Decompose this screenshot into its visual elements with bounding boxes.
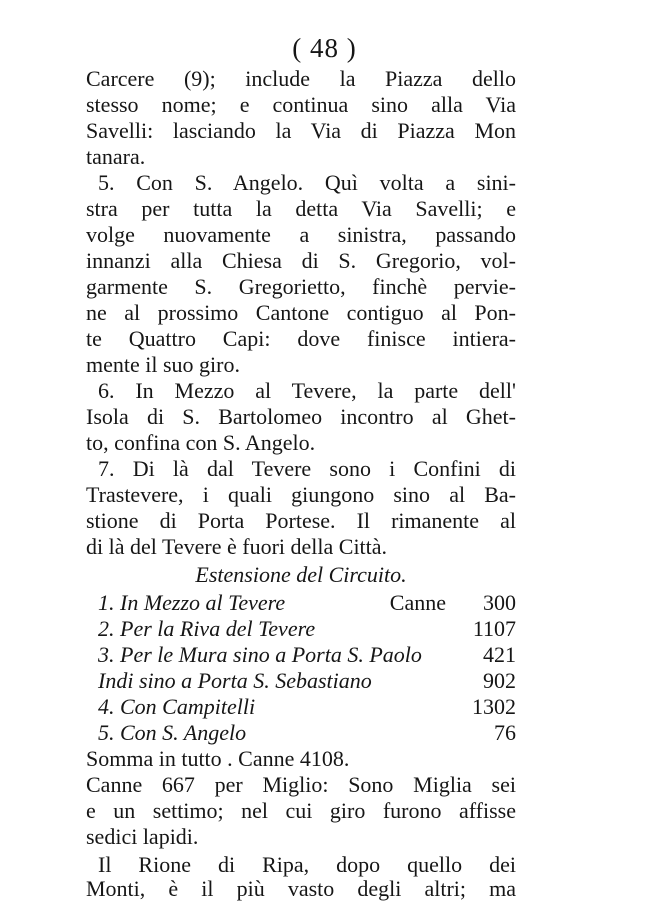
text-line: Trastevere, i quali giungono sino al Ba- (86, 482, 516, 507)
text-line: e un settimo; nel cui giro furono affisse (86, 798, 516, 823)
text-line: stra per tutta la detta Via Savelli; e (86, 196, 516, 221)
section-7-line: 7. Di là dal Tevere sono i Confini di (98, 456, 516, 481)
extent-value: 421 (483, 642, 516, 667)
text-line: Savelli: lasciando la Via di Piazza Mon (86, 118, 516, 143)
extent-label: 3. Per le Mura sino a Porta S. Paolo (98, 642, 422, 667)
extent-row (98, 694, 516, 720)
text-line: ne al prossimo Cantone contiguo al Pon- (86, 300, 516, 325)
extent-value: 902 (483, 668, 516, 693)
extent-label: 2. Per la Riva del Tevere (98, 616, 316, 641)
extent-value: 1302 (472, 694, 516, 719)
extent-row (98, 668, 516, 694)
extent-label: 1. In Mezzo al Tevere (98, 590, 286, 615)
extent-unit: Canne (389, 590, 446, 615)
page-number: ( 48 ) (292, 33, 357, 63)
text-line: garmente S. Gregorietto, finchè pervie- (86, 274, 516, 299)
section-6-line: 6. In Mezzo al Tevere, la parte dell' (98, 378, 516, 403)
extent-row (98, 616, 516, 642)
extent-row (98, 642, 516, 668)
text-line: sedici lapidi. (86, 824, 199, 849)
text-line: tanara. (86, 144, 146, 169)
extent-label: 4. Con Campitelli (98, 694, 256, 719)
text-line: Canne 667 per Miglio: Sono Miglia sei (86, 772, 516, 797)
extent-total: Somma in tutto . Canne 4108. (86, 746, 350, 771)
text-line: Il Rione di Ripa, dopo quello dei (98, 852, 516, 877)
text-line: to, confina con S. Angelo. (86, 430, 316, 455)
text-line: Isola di S. Bartolomeo incontro al Ghet- (86, 404, 516, 429)
extent-row (98, 590, 516, 616)
text-line: stione di Porta Portese. Il rimanente al (86, 508, 516, 533)
text-line: stesso nome; e continua sino alla Via (86, 92, 516, 117)
text-line: te Quattro Capi: dove finisce intiera- (86, 326, 516, 351)
extent-value: 76 (494, 720, 516, 745)
extent-heading: Estensione del Circuito. (195, 562, 407, 587)
extent-label: 5. Con S. Angelo (98, 720, 247, 745)
section-5-line: 5. Con S. Angelo. Quì volta a sini- (98, 170, 516, 195)
text-line: Carcere (9); include la Piazza dello (86, 66, 516, 91)
extent-row (98, 720, 516, 746)
text-line: mente il suo giro. (86, 352, 240, 377)
extent-label: Indi sino a Porta S. Sebastiano (98, 668, 372, 693)
text-line: Monti, è il più vasto degli altri; ma (86, 876, 516, 901)
extent-value: 1107 (472, 616, 516, 641)
text-line: di là del Tevere è fuori della Città. (86, 534, 388, 559)
extent-value: 300 (483, 590, 516, 615)
text-line: innanzi alla Chiesa di S. Gregorio, vol- (86, 248, 516, 273)
text-line: volge nuovamente a sinistra, passando (86, 222, 516, 247)
